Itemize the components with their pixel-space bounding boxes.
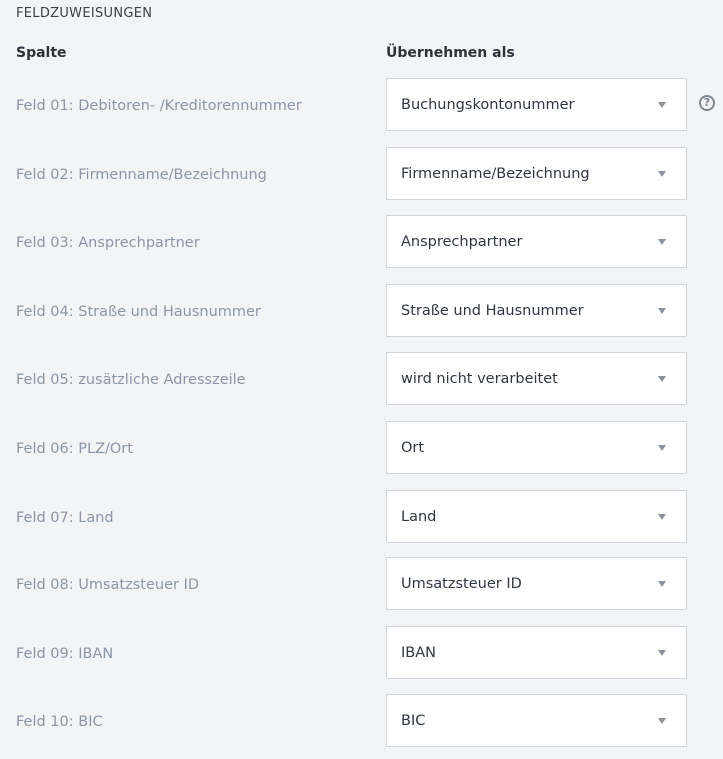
caret-down-icon: [658, 581, 666, 587]
mapping-row-05: [0, 352, 723, 407]
select-value: Straße und Hausnummer: [401, 302, 584, 319]
field-select[interactable]: [386, 352, 687, 405]
caret-down-icon: [658, 445, 666, 451]
field-select[interactable]: [386, 147, 687, 200]
row-label: Feld 09: IBAN: [16, 645, 114, 662]
row-label: Feld 04: Straße und Hausnummer: [16, 303, 261, 320]
mapping-row-03: [0, 215, 723, 270]
row-label: Feld 06: PLZ/Ort: [16, 440, 133, 457]
row-label: Feld 01: Debitoren- /Kreditorennummer: [16, 97, 302, 114]
caret-down-icon: [658, 514, 666, 520]
field-select[interactable]: [386, 694, 687, 747]
row-label: Feld 10: BIC: [16, 713, 103, 730]
mapping-row-01: [0, 78, 723, 133]
row-label: Feld 05: zusätzliche Adresszeile: [16, 371, 246, 388]
section-title: FELDZUWEISUNGEN: [16, 6, 153, 21]
row-label: Feld 03: Ansprechpartner: [16, 234, 200, 251]
caret-down-icon: [658, 239, 666, 245]
caret-down-icon: [658, 308, 666, 314]
select-value: Ansprechpartner: [401, 233, 523, 250]
column-header-uebernehmen-als: Übernehmen als: [386, 45, 515, 61]
help-icon[interactable]: ?: [699, 95, 715, 111]
caret-down-icon: [658, 650, 666, 656]
field-select[interactable]: [386, 421, 687, 474]
caret-down-icon: [658, 171, 666, 177]
select-value: Firmenname/Bezeichnung: [401, 165, 590, 182]
mapping-row-06: [0, 421, 723, 476]
mapping-row-07: [0, 490, 723, 545]
mapping-row-04: [0, 284, 723, 339]
select-value: BIC: [401, 712, 426, 729]
select-value: IBAN: [401, 644, 436, 661]
column-header-spalte: Spalte: [16, 45, 67, 61]
select-value: Land: [401, 508, 437, 525]
select-value: wird nicht verarbeitet: [401, 370, 558, 387]
row-label: Feld 02: Firmenname/Bezeichnung: [16, 166, 267, 183]
caret-down-icon: [658, 376, 666, 382]
mapping-row-08: [0, 557, 723, 612]
select-value: Umsatzsteuer ID: [401, 575, 522, 592]
select-value: Buchungskontonummer: [401, 96, 575, 113]
row-label: Feld 08: Umsatzsteuer ID: [16, 576, 200, 593]
mapping-row-09: [0, 626, 723, 681]
field-select[interactable]: [386, 557, 687, 610]
caret-down-icon: [658, 102, 666, 108]
caret-down-icon: [658, 718, 666, 724]
field-select[interactable]: [386, 490, 687, 543]
field-select[interactable]: [386, 626, 687, 679]
field-select[interactable]: [386, 284, 687, 337]
select-value: Ort: [401, 439, 425, 456]
mapping-row-02: [0, 147, 723, 202]
field-select[interactable]: [386, 78, 687, 131]
row-label: Feld 07: Land: [16, 509, 114, 526]
field-select[interactable]: [386, 215, 687, 268]
mapping-row-10: [0, 694, 723, 749]
